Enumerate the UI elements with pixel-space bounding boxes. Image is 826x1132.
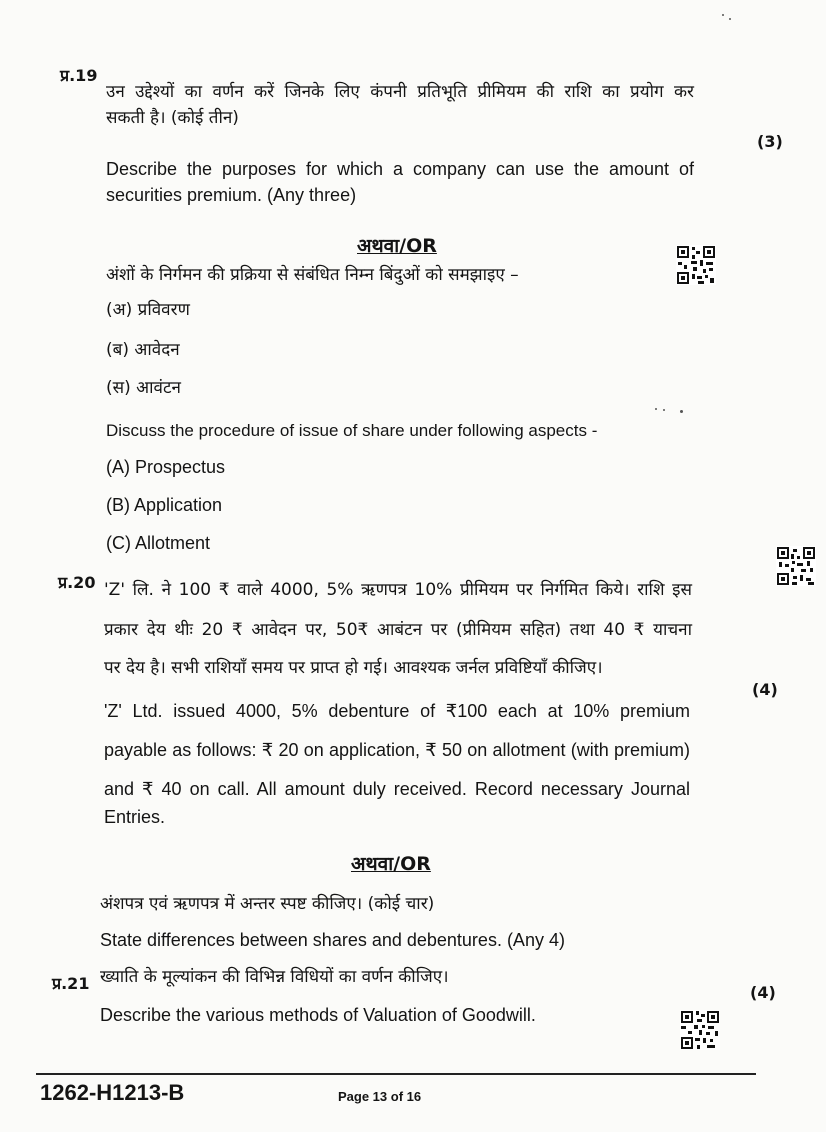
q20-hindi-line-3: पर देय है। सभी राशियाँ समय पर प्राप्त हो गई। आवश्यक जर्नल प्रविष्टियाँ कीजिए। (104, 658, 603, 678)
scan-speck (663, 409, 665, 411)
q20-hindi-line-2: प्रकार देय थीः 20 ₹ आवेदन पर, 50₹ आबंटन पर (प्रीमियम सहित) तथा 40 ₹ याचना (104, 620, 692, 640)
q20-english-line-2: payable as follows: ₹ 20 on application, ₹ 50 on allotment (with premium) (104, 740, 690, 760)
q19-alt-hindi-item-c: (स) आवंटन (106, 378, 181, 398)
question-number-21: प्र.21 (52, 974, 90, 993)
q21-hindi: ख्याति के मूल्यांकन की विभिन्न विधियों का वर्णन कीजिए। (100, 967, 449, 987)
qr-code-3 (680, 1010, 720, 1050)
q20-alt-english: State differences between shares and debentures. (Any 4) (100, 930, 565, 950)
q19-alt-hindi-intro: अंशों के निर्गमन की प्रक्रिया से संबंधित निम्न बिंदुओं को समझाइए – (106, 265, 519, 285)
paper-code: 1262-H1213-B (40, 1080, 185, 1105)
q19-alt-english-intro: Discuss the procedure of issue of share under following aspects - (106, 421, 598, 440)
q19-or-label: अथवा/OR (357, 235, 437, 257)
q19-alt-english-item-c: (C) Allotment (106, 533, 211, 553)
q20-hindi-line-1: 'Z' लि. ने 100 ₹ वाले 4000, 5% ऋणपत्र 10% प्रीमियम पर निर्गमित किये। राशि इस (104, 580, 692, 600)
q19-alt-english-item-b: (B) Application (106, 495, 223, 515)
q19-hindi-line-1: उन उद्देश्यों का वर्णन करें जिनके लिए कंपनी प्रतिभूति प्रीमियम की राशि का प्रयोग कर (106, 82, 694, 102)
q20-english-line-4: Entries. (104, 807, 166, 827)
scan-speck (680, 410, 683, 413)
scan-speck (655, 408, 657, 410)
footer-rule (36, 1073, 756, 1075)
qr-code-2 (776, 546, 816, 586)
q20-english-line-3: and ₹ 40 on call. All amount duly received. Record necessary Journal (104, 779, 690, 799)
q19-english-line-2: securities premium. (Any three) (106, 185, 357, 205)
q20-english-line-1: 'Z' Ltd. issued 4000, 5% debenture of ₹100 each at 10% premium (104, 701, 690, 721)
qr-code-1 (676, 245, 716, 285)
q19-alt-english-item-a: (A) Prospectus (106, 457, 226, 477)
scan-speck (722, 14, 724, 16)
q21-english: Describe the various methods of Valuation of Goodwill. (100, 1005, 536, 1025)
q19-english-line-1: Describe the purposes for which a company can use the amount of (106, 159, 694, 179)
q20-or-label: अथवा/OR (351, 853, 431, 875)
q19-alt-hindi-item-b: (ब) आवेदन (106, 340, 180, 360)
question-number-20: प्र.20 (58, 573, 96, 592)
q19-alt-hindi-item-a: (अ) प्रविवरण (106, 300, 190, 320)
q19-marks: (3) (757, 132, 783, 151)
q19-hindi-line-2: सकती है। (कोई तीन) (106, 108, 239, 128)
question-number-19: प्र.19 (60, 66, 98, 85)
page-number: Page 13 of 16 (338, 1089, 422, 1104)
q20-marks: (4) (752, 680, 778, 699)
q20-alt-hindi: अंशपत्र एवं ऋणपत्र में अन्तर स्पष्ट कीजिए। (कोई चार) (100, 894, 435, 914)
q21-marks: (4) (750, 983, 776, 1002)
scan-speck (729, 18, 731, 20)
